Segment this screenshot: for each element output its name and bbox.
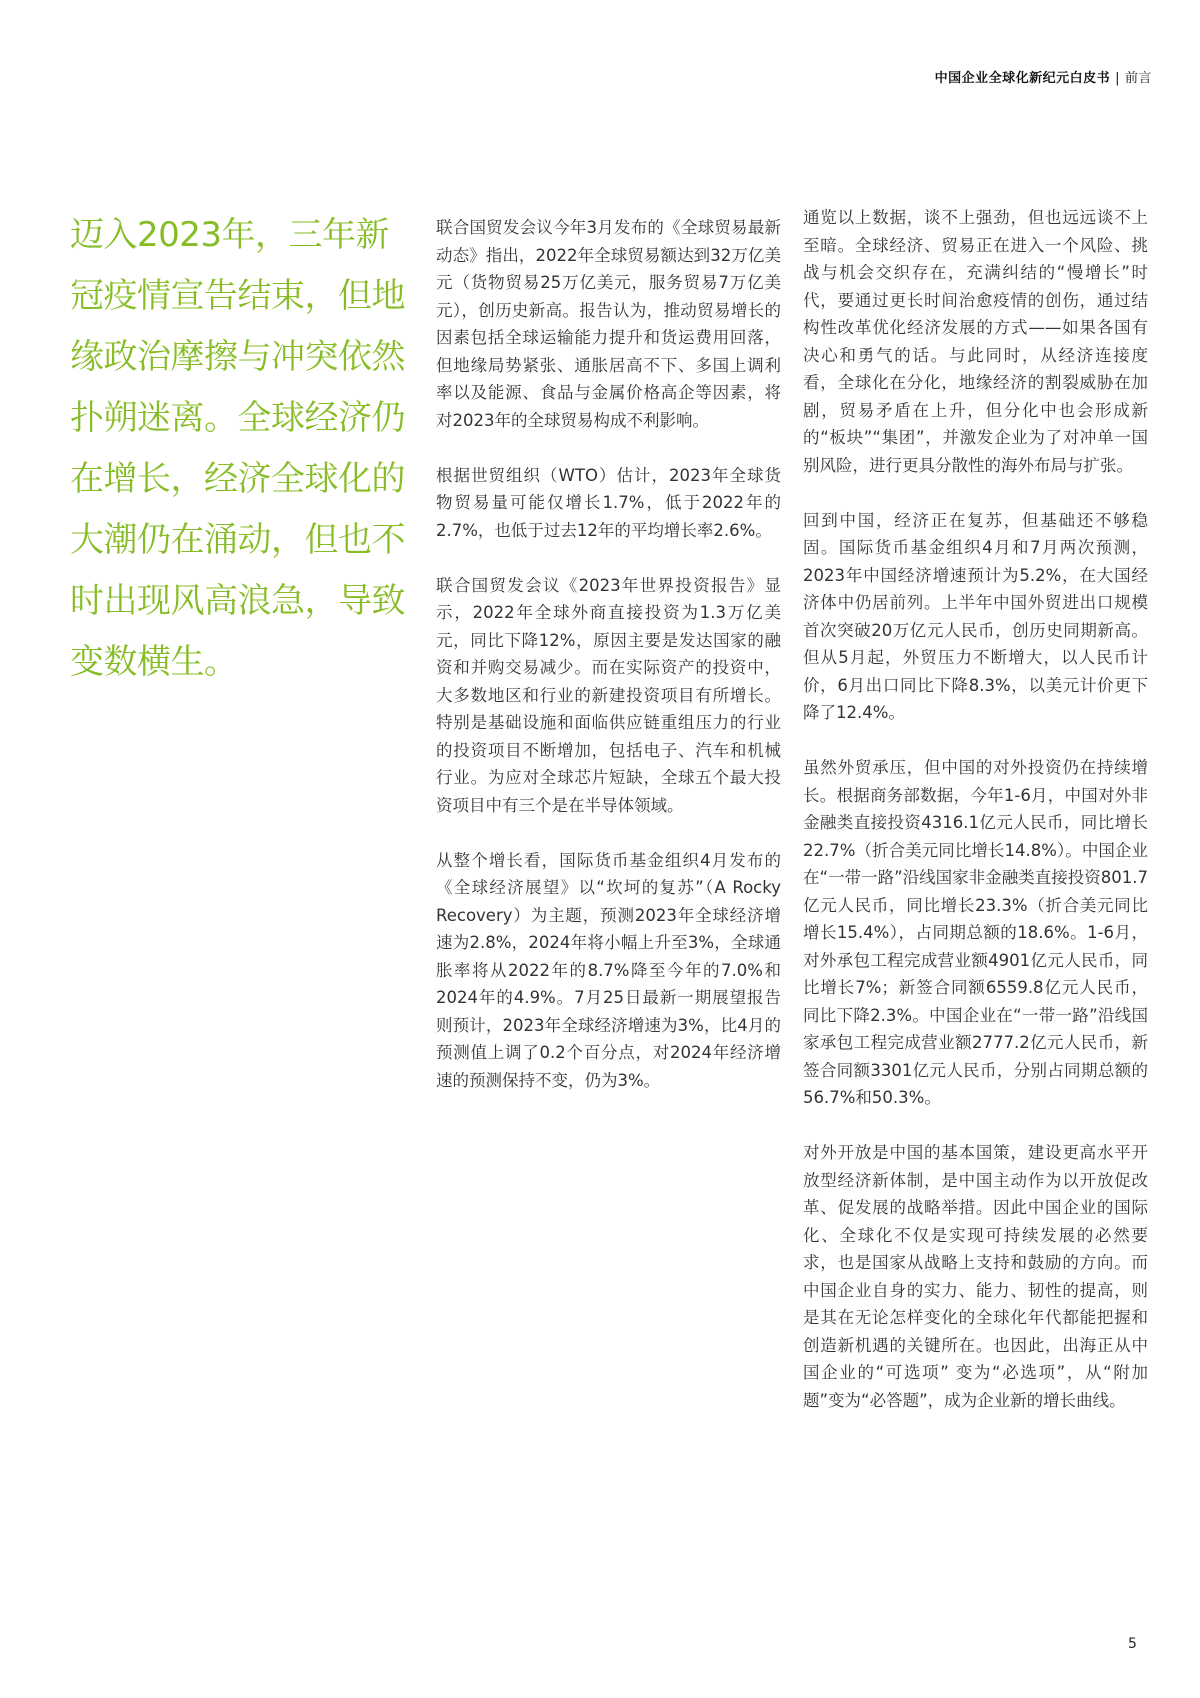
paragraph: 通览以上数据，谈不上强劲，但也远远谈不上至暗。全球经济、贸易正在进入一个风险、挑战与机会交织存在，充满纠结的“慢增长”时代，要通过更长时间治愈疫情的创伤，通过结构性改革优化经济发展的方式——如果各国有决心和勇气的话。与此同时，从经济连接度看，全球化在分化，地缘经济的割裂威胁在加剧，贸易矛盾在上升，但分化中也会形成新的“板块”“集团”，并激发企业为了对冲单一国别风险，进行更具分散性的海外布局与扩张。 xyxy=(803,208,1148,475)
body-column-2 xyxy=(436,214,781,1122)
lead-pull-quote: 迈入2023年，三年新冠疫情宣告结束，但地缘政治摩擦与冲突依然扑朔迷离。全球经济仍在增长，经济全球化的大潮仍在涌动，但也不时出现风高浪急，导致变数横生。 xyxy=(70,215,405,682)
running-header xyxy=(935,67,1152,86)
paragraph: 回到中国，经济正在复苏，但基础还不够稳固。国际货币基金组织4月和7月两次预测，2023年中国经济增速预计为5.2%，在大国经济体中仍居前列。上半年中国外贸进出口规模首次突破20万亿元人民币，创历史同期新高。但从5月起，外贸压力不断增大，以人民币计价，6月出口同比下降8.3%，以美元计价更下降了12.4%。 xyxy=(803,510,1148,722)
section-name: 前言 xyxy=(1124,71,1152,86)
page-number: 5 xyxy=(1128,1636,1137,1652)
paragraph: 联合国贸发会议《2023年世界投资报告》显示，2022年全球外商直接投资为1.3万亿美元，同比下降12%，原因主要是发达国家的融资和并购交易减少。而在实际资产的投资中，大多数地区和行业的新建投资项目有所增长。特别是基础设施和面临供应链重组压力的行业的投资项目不断增加，包括电子、汽车和机械行业。为应对全球芯片短缺，全球五个最大投资项目中有三个是在半导体领域。 xyxy=(436,575,781,815)
header-separator: | xyxy=(1115,71,1120,86)
paragraph: 根据世贸组织（WTO）估计，2023年全球货物贸易量可能仅增长1.7%，低于2022年的2.7%，也低于过去12年的平均增长率2.6%。 xyxy=(436,465,781,540)
body-column-3 xyxy=(803,204,1148,1442)
paragraph: 对外开放是中国的基本国策，建设更高水平开放型经济新体制，是中国主动作为以开放促改革、促发展的战略举措。因此中国企业的国际化、全球化不仅是实现可持续发展的必然要求，也是国家从战略上支持和鼓励的方向。而中国企业自身的实力、能力、韧性的提高，则是其在无论怎样变化的全球化年代都能把握和创造新机遇的关键所在。也因此，出海正从中国企业的“可选项” 变为“必选项”，从“附加题”变为“必答题”，成为企业新的增长曲线。 xyxy=(803,1143,1148,1410)
paragraph: 联合国贸发会议今年3月发布的《全球贸易最新动态》指出，2022年全球贸易额达到32万亿美元（货物贸易25万亿美元，服务贸易7万亿美元），创历史新高。报告认为，推动贸易增长的因素包括全球运输能力提升和货运费用回落，但地缘局势紧张、通胀居高不下、多国上调利率以及能源、食品与金属价格高企等因素，将对2023年的全球贸易构成不利影响。 xyxy=(436,218,781,430)
paragraph: 虽然外贸承压，但中国的对外投资仍在持续增长。根据商务部数据，今年1-6月，中国对外非金融类直接投资4316.1亿元人民币，同比增长22.7%（折合美元同比增长14.8%）。中国企业在“一带一路”沿线国家非金融类直接投资801.7亿元人民币，同比增长23.3%（折合美元同比增长15.4%），占同期总额的18.6%。1-6月，对外承包工程完成营业额4901亿元人民币，同比增长7%；新签合同额6559.8亿元人民币，同比下降2.3%。中国企业在“一带一路”沿线国家承包工程完成营业额2777.2亿元人民币，新签合同额3301亿元人民币，分别占同期总额的56.7%和50.3%。 xyxy=(803,758,1148,1107)
paragraph: 从整个增长看，国际货币基金组织4月发布的《全球经济展望》以“坎坷的复苏”（A Rocky Recovery）为主题，预测2023年全球经济增速为2.8%，2024年将小幅上升至3%，全球通胀率将从2022年的8.7%降至今年的7.0%和2024年的4.9%。7月25日最新一期展望报告则预计，2023年全球经济增速为3%，比4月的预测值上调了0.2个百分点，对2024年经济增速的预测保持不变，仍为3%。 xyxy=(436,850,781,1090)
document-title: 中国企业全球化新纪元白皮书 xyxy=(934,71,1111,86)
